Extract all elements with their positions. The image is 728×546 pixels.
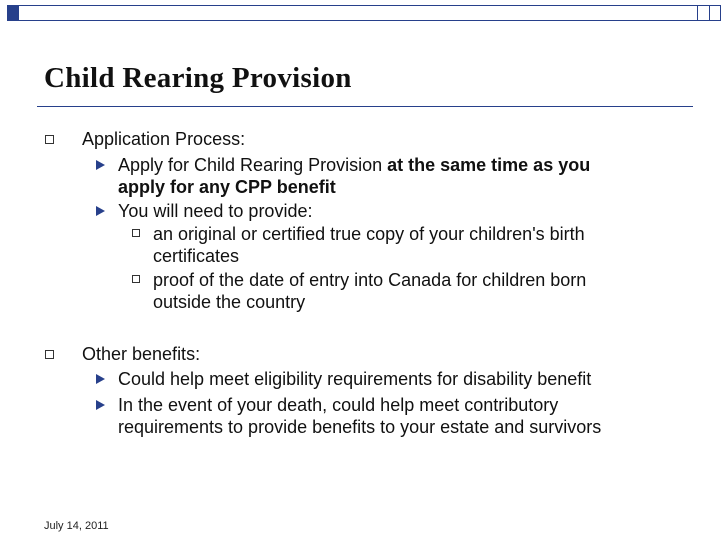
square-bullet-icon bbox=[45, 350, 54, 359]
slide-title: Child Rearing Provision bbox=[44, 62, 352, 94]
title-divider bbox=[37, 106, 693, 107]
certificates-line-1: an original or certified true copy of your children's birth bbox=[153, 224, 585, 244]
top-decorative-bar bbox=[7, 5, 721, 21]
triangle-bullet-icon bbox=[96, 374, 105, 384]
list-subitem-certificates bbox=[153, 223, 693, 267]
section-heading-other-benefits: Other benefits: bbox=[82, 344, 201, 364]
list-item-provide: You will need to provide: bbox=[118, 201, 313, 221]
list-item-death-benefit bbox=[118, 394, 698, 438]
square-bullet-icon bbox=[45, 135, 54, 144]
triangle-bullet-icon bbox=[96, 160, 105, 170]
apply-text-normal: Apply for Child Rearing Provision bbox=[118, 155, 388, 175]
triangle-bullet-icon bbox=[96, 400, 105, 410]
footer-date: July 14, 2011 bbox=[44, 520, 109, 532]
death-benefit-line-1: In the event of your death, could help meet contributory bbox=[118, 395, 559, 415]
entry-proof-line-2: outside the country bbox=[153, 292, 306, 312]
top-bar-left-block bbox=[8, 6, 18, 20]
triangle-bullet-icon bbox=[96, 206, 105, 216]
apply-text-bold-2: apply for any CPP benefit bbox=[118, 177, 336, 197]
top-bar-right-end bbox=[709, 6, 720, 20]
section-heading-application: Application Process: bbox=[82, 129, 246, 149]
list-item-eligibility: Could help meet eligibility requirements for disability benefit bbox=[118, 369, 592, 389]
apply-text-bold-1: at the same time as you bbox=[387, 155, 591, 175]
certificates-line-2: certificates bbox=[153, 246, 240, 266]
square-bullet-icon bbox=[132, 275, 140, 283]
entry-proof-line-1: proof of the date of entry into Canada for children born bbox=[153, 270, 587, 290]
list-subitem-entry-proof bbox=[153, 269, 693, 313]
square-bullet-icon bbox=[132, 229, 140, 237]
list-item-apply bbox=[118, 154, 678, 198]
death-benefit-line-2: requirements to provide benefits to your estate and survivors bbox=[118, 417, 602, 437]
top-bar-left-gap bbox=[18, 6, 22, 20]
